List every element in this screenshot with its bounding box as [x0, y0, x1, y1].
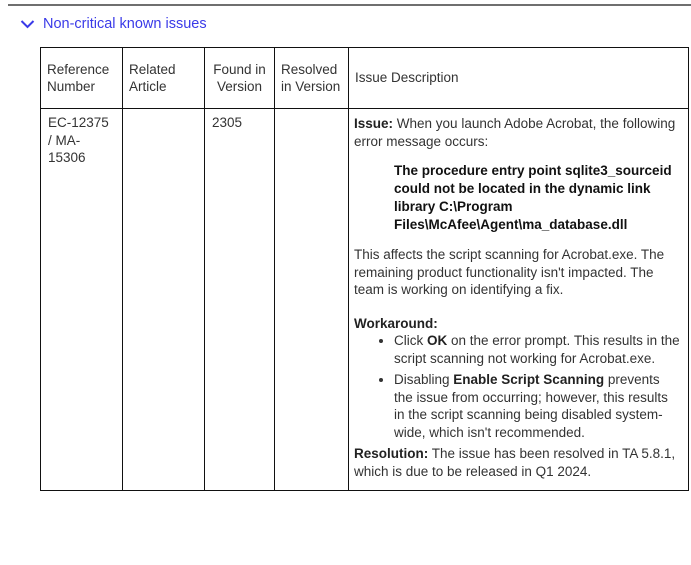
cell-reference-number: EC-12375 / MA-15306: [41, 109, 123, 491]
chevron-down-icon: [20, 19, 35, 29]
header-found-in-version: Found in Version: [205, 48, 275, 109]
header-reference-number: Reference Number: [41, 48, 123, 109]
workaround-item: • Disabling Enable Script Scanning prevents the issue from occurring; however, this results in the script scanning being disabled system-wide, which isn't recommended.: [394, 371, 682, 441]
error-message: The procedure entry point sqlite3_sourceid could not be located in the dynamic link library C:\Program Files\McAfee\Agent\ma_database.dll: [394, 163, 672, 232]
resolution-label: Resolution:: [354, 446, 429, 461]
issue-label: Issue:: [354, 116, 394, 131]
issue-text: When you launch Adobe Acrobat, the following error message occurs:: [354, 116, 676, 149]
header-resolved-in-version: Resolved in Version: [275, 48, 349, 109]
header-issue-description: Issue Description: [349, 48, 689, 109]
cell-issue-description: [349, 109, 689, 491]
table-row: [41, 109, 689, 491]
section-title: Non-critical known issues: [43, 16, 207, 32]
section-divider: [8, 4, 691, 6]
resolution-statement: [354, 445, 682, 480]
impact-text: This affects the script scanning for Acrobat.exe. The remaining product functionality isn't impacted. The team is working on identifying a fix.: [354, 247, 665, 297]
cell-found-in-version: 2305: [205, 109, 275, 491]
workaround-list: [354, 332, 682, 441]
resolution-text: The issue has been resolved in TA 5.8.1, which is due to be released in Q1 2024.: [354, 446, 676, 479]
section-toggle-non-critical-known-issues[interactable]: [20, 16, 207, 32]
workaround-item: • Click OK on the error prompt. This results in the script scanning not working for Acrobat.exe.: [394, 332, 682, 367]
header-related-article: Related Article: [123, 48, 205, 109]
workaround-label: Workaround:: [354, 315, 438, 331]
cell-related-article: [123, 109, 205, 491]
table-header-row: [41, 48, 689, 109]
known-issues-table: [40, 47, 689, 491]
cell-resolved-in-version: [275, 109, 349, 491]
issue-statement: [354, 115, 682, 150]
